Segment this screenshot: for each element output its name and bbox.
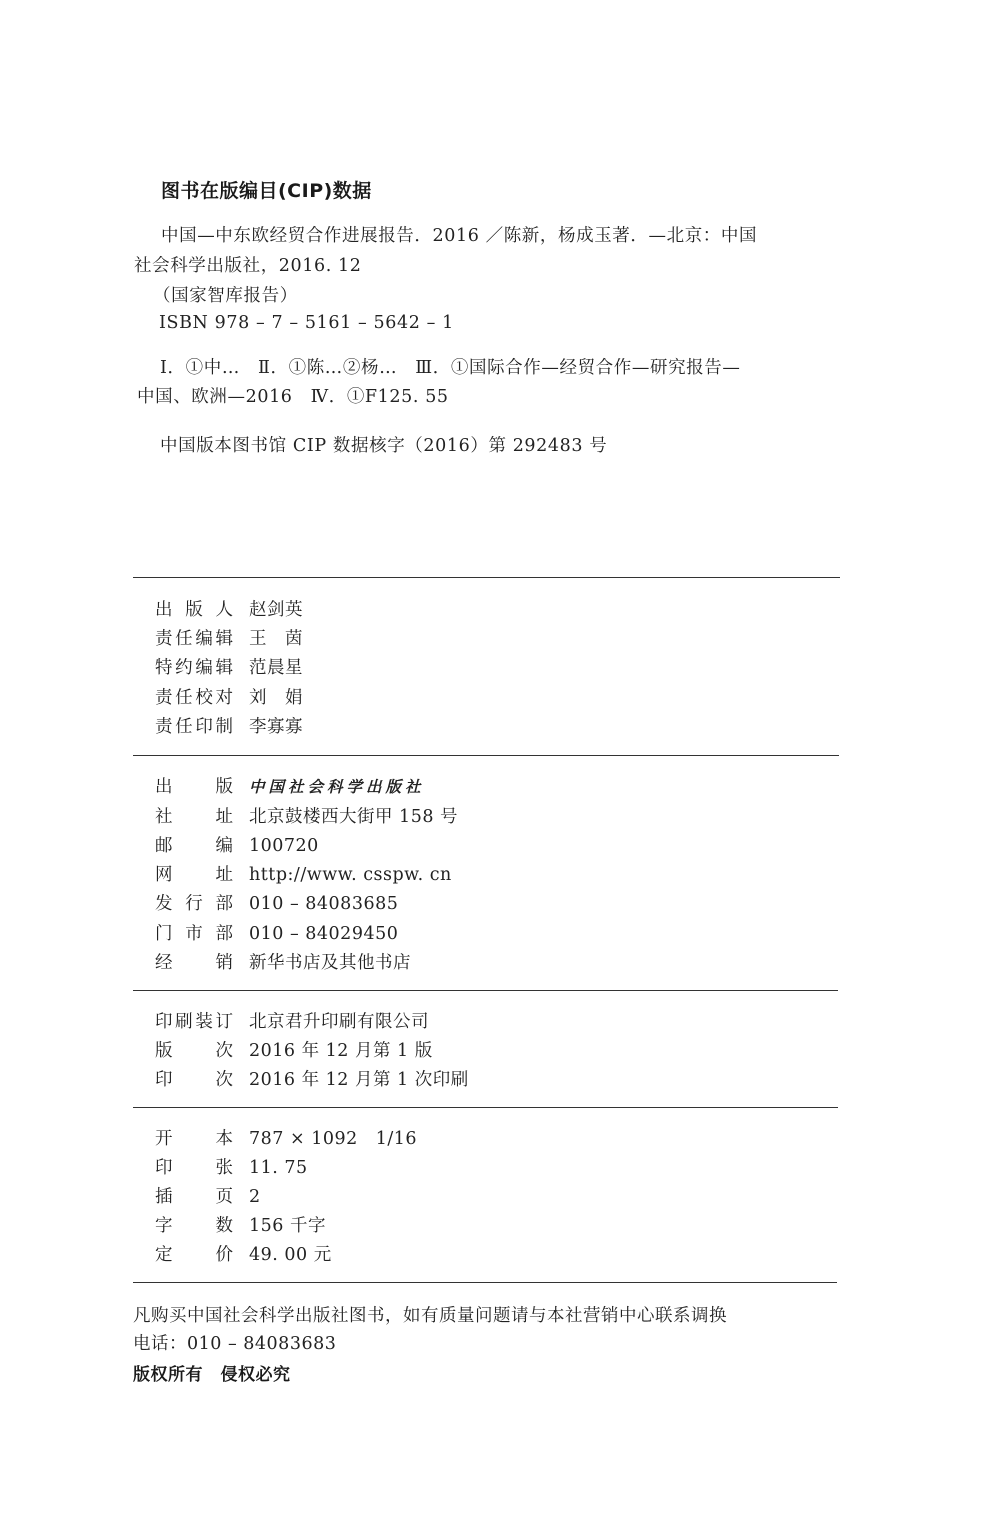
field-label: 出版 xyxy=(155,777,233,797)
specs-row xyxy=(155,1125,417,1150)
publisher-row xyxy=(155,949,411,974)
field-label: 责任校对 xyxy=(155,688,233,708)
staff-row xyxy=(155,713,303,738)
field-label: 发行部 xyxy=(155,894,233,914)
staff-row xyxy=(155,684,303,709)
divider-rule xyxy=(133,577,840,578)
publisher-row xyxy=(155,832,319,857)
publisher-row xyxy=(155,861,452,886)
field-label: 印张 xyxy=(155,1158,233,1178)
cip-classification-2: 中国、欧洲—2016 Ⅳ．①F125. 55 xyxy=(137,387,449,407)
field-label: 邮编 xyxy=(155,836,233,856)
copyright-notice: 版权所有 侵权必究 xyxy=(133,1365,291,1385)
website-value: http://www. csspw. cn xyxy=(249,865,452,885)
specs-row xyxy=(155,1241,332,1266)
field-value: 北京鼓楼西大街甲 158 号 xyxy=(249,807,459,827)
field-value: 刘 娟 xyxy=(249,688,303,708)
cip-record-number: 中国版本图书馆 CIP 数据核字（2016）第 292483 号 xyxy=(160,436,608,456)
field-value: 010 – 84083685 xyxy=(249,894,399,914)
cip-classification-1: Ⅰ．①中… Ⅱ．①陈…②杨… Ⅲ．①国际合作—经贸合作—研究报告— xyxy=(160,358,741,378)
cip-isbn: ISBN 978 – 7 – 5161 – 5642 – 1 xyxy=(159,313,454,333)
field-label: 责任印制 xyxy=(155,717,233,737)
printing-row xyxy=(155,1066,469,1091)
field-value: 156 千字 xyxy=(249,1216,326,1236)
field-value: 赵剑英 xyxy=(249,600,303,620)
publisher-row xyxy=(155,773,425,798)
field-label: 出版人 xyxy=(155,600,233,620)
field-value: 范晨星 xyxy=(249,658,303,678)
field-label: 开本 xyxy=(155,1129,233,1149)
staff-row xyxy=(155,625,303,650)
divider-rule xyxy=(133,755,839,756)
specs-row xyxy=(155,1154,308,1179)
specs-row xyxy=(155,1212,326,1237)
field-label: 门市部 xyxy=(155,924,233,944)
publisher-logotype: 中国社会科学出版社 xyxy=(249,777,425,796)
field-value: 2016 年 12 月第 1 版 xyxy=(249,1041,433,1061)
divider-rule xyxy=(133,1107,838,1108)
printing-row xyxy=(155,1037,433,1062)
publisher-row xyxy=(155,920,398,945)
cip-line-2: 社会科学出版社，2016. 12 xyxy=(134,256,362,276)
field-value: 李寡寡 xyxy=(249,717,303,737)
specs-row xyxy=(155,1183,261,1208)
field-label: 社址 xyxy=(155,807,233,827)
divider-rule xyxy=(133,990,838,991)
field-value: 2 xyxy=(249,1187,261,1207)
cip-series: （国家智库报告） xyxy=(153,286,298,306)
field-value: 11. 75 xyxy=(249,1158,308,1178)
field-label: 印次 xyxy=(155,1070,233,1090)
field-label: 经销 xyxy=(155,953,233,973)
contact-phone: 电话：010 – 84083683 xyxy=(133,1334,337,1354)
staff-row xyxy=(155,596,303,621)
field-value: 787 × 1092 1/16 xyxy=(249,1129,418,1149)
field-value: 北京君升印刷有限公司 xyxy=(249,1012,429,1032)
field-value: 新华书店及其他书店 xyxy=(249,953,411,973)
field-label: 印刷装订 xyxy=(155,1012,233,1032)
field-label: 版次 xyxy=(155,1041,233,1061)
cip-title: 图书在版编目(CIP)数据 xyxy=(161,180,372,202)
publisher-row xyxy=(155,803,458,828)
cip-line-1: 中国—中东欧经贸合作进展报告．2016 ／陈新，杨成玉著．—北京：中国 xyxy=(161,226,758,246)
staff-row xyxy=(155,654,303,679)
field-value: 2016 年 12 月第 1 次印刷 xyxy=(249,1070,469,1090)
divider-rule xyxy=(133,1282,837,1283)
quality-notice: 凡购买中国社会科学出版社图书，如有质量问题请与本社营销中心联系调换 xyxy=(133,1306,727,1326)
field-value: 王 茵 xyxy=(249,629,303,649)
field-label: 定价 xyxy=(155,1245,233,1265)
field-label: 插页 xyxy=(155,1187,233,1207)
field-value: 010 – 84029450 xyxy=(249,924,399,944)
field-label: 网址 xyxy=(155,865,233,885)
printing-row xyxy=(155,1008,429,1033)
field-label: 责任编辑 xyxy=(155,629,233,649)
field-label: 特约编辑 xyxy=(155,658,233,678)
publisher-row xyxy=(155,890,398,915)
field-value: 49. 00 元 xyxy=(249,1245,332,1265)
field-value: 100720 xyxy=(249,836,319,856)
field-label: 字数 xyxy=(155,1216,233,1236)
